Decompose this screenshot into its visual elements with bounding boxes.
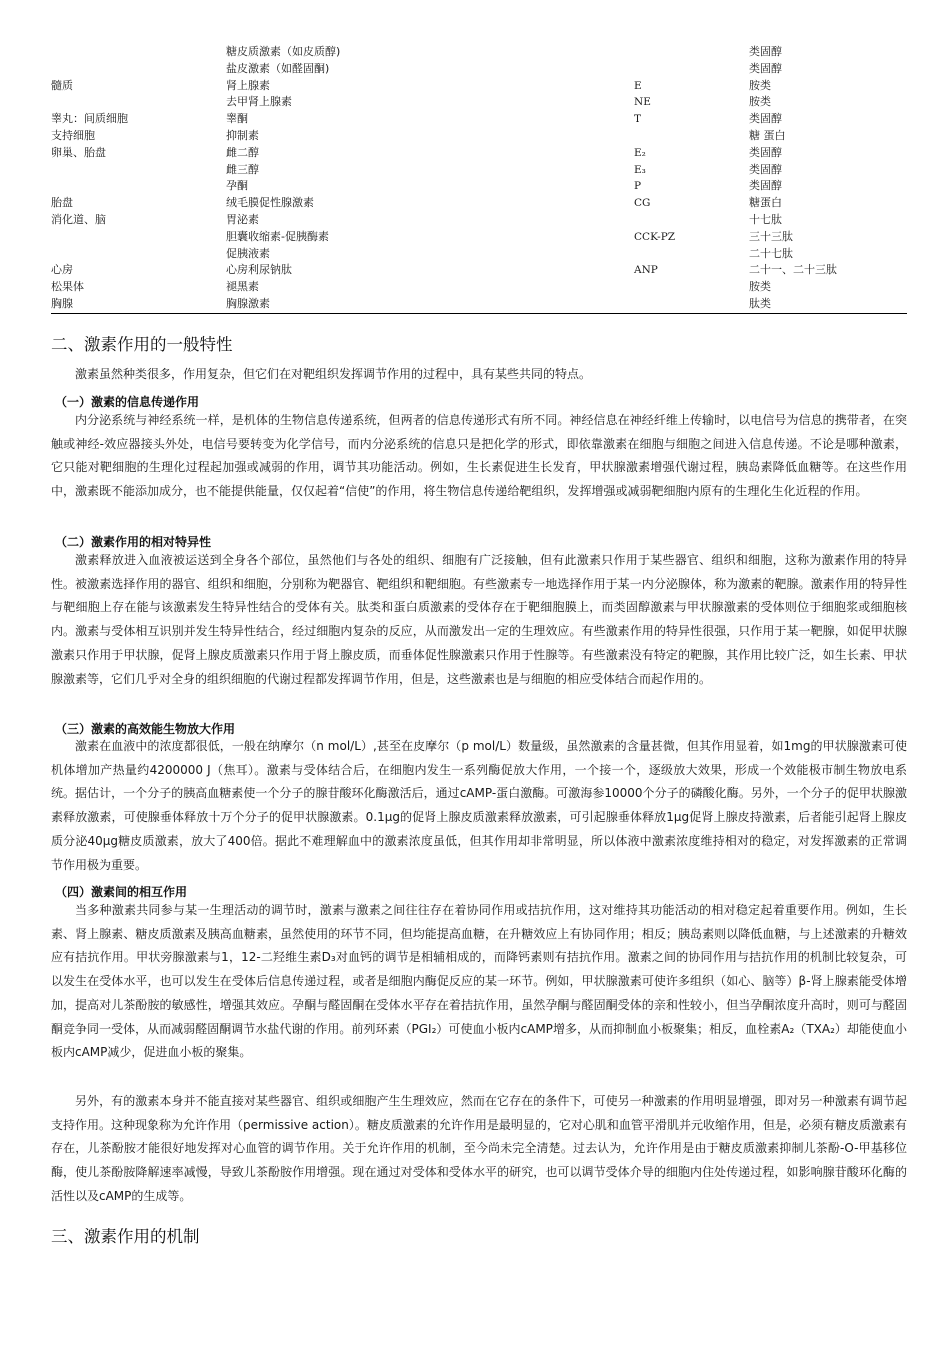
organ-cell (51, 44, 226, 61)
subsection-3-title: （三）激素的高效能生物放大作用 (55, 722, 236, 736)
abbr-cell: CCK-PZ (634, 230, 676, 243)
class-cell: 糖 蛋白 (749, 128, 786, 142)
organ-cell: 睾丸：间质细胞 (51, 112, 128, 126)
table-row (51, 111, 907, 128)
abbr-cell: T (634, 113, 642, 126)
organ-cell: 心房 (51, 263, 73, 277)
table-row (51, 162, 907, 179)
abbr-cell: E₂ (634, 146, 646, 159)
abbr-cell: ANP (634, 264, 658, 277)
table-bottom-rule (51, 313, 907, 314)
hormone-cell: 绒毛膜促性腺激素 (226, 196, 314, 210)
class-cell: 肽类 (749, 296, 771, 310)
hormone-cell: 去甲肾上腺素 (226, 95, 292, 109)
table-row (51, 178, 907, 195)
class-cell: 类固醇 (749, 179, 782, 193)
abbr-cell (634, 296, 749, 313)
class-cell: 类固醇 (749, 162, 782, 176)
table-row (51, 262, 907, 279)
table-row (51, 61, 907, 78)
hormone-cell: 睾酮 (226, 112, 248, 126)
abbr-cell: P (634, 180, 642, 193)
subsection-3-text: 激素在血液中的浓度都很低，一般在纳摩尔（n mol/L）,甚至在皮摩尔（p mol/L）数量级，虽然激素的含量甚微，但其作用显着，如1mg的甲状腺激素可使机体增加产热量约4200000 J（焦耳）。激素与受体结合后，在细胞内发生一系列酶促放大作用，一个接一个，逐级放大效果，形成一个效能极市制生物放电系统。据估计，一个分子的胰高血糖素使一个分子的腺苷酸环化酶激活后，通过cAMP-蛋白激酶。可激海参10000个分子的磷酸化酶。另外，一个分子的促甲状腺激素释放激素，可使腺垂体释放十万个分子的促甲状腺激素。0.1μg的促肾上腺皮质激素释放激素，可引起腺垂体释放1μg促肾上腺皮持激素，后者能引起肾上腺皮质分泌40μg糖皮质激素，放大了400倍。据此不难理解血中的激素浓度虽低，但其作用却非常明显，所以体液中激素浓度维持相对的稳定，对发挥激素的正常调节作用极为重要。 (51, 739, 907, 872)
hormone-cell: 胃泌素 (226, 212, 259, 226)
class-cell: 类固醇 (749, 61, 782, 75)
table-row (51, 229, 907, 246)
hormone-cell: 孕酮 (226, 179, 248, 193)
subsection-4-text-1: 当多种激素共同参与某一生理活动的调节时，激素与激素之间往往存在着协同作用或拮抗作用，这对维持其功能活动的相对稳定起着重要作用。例如，生长素、肾上腺素、糖皮质激素及胰高血糖素，虽然使用的环节不同，但均能提高血糖，在升糖效应上有协同作用；相反；胰岛素则以降低血糖，与上述激素的升糖效应有拮抗作用。甲状旁腺激素与1，12-二羟维生素D₃对血钙的调节是相辅相成的，而降钙素则有拮抗作用。激素之间的协同作用与拮抗作用的机制比较复杂，可以发生在受体水平，也可以发生在受体后信息传递过程，或者是细胞内酶促反应的某一环节。例如，甲状腺激素可使许多组织（如心、脑等）β-肾上腺素能受体增加，提高对儿茶酚胺的敏感性，增强其效应。孕酮与醛固酮在受体水平存在着拮抗作用，虽然孕酮与醛固酮受体的亲和性较小，但当孕酮浓度升高时，则可与醛固酮竞争同一受体，从而减弱醛固酮调节水盐代谢的作用。前列环素（PGI₂）可使血小板内cAMP增多，从而抑制血小板聚集；相反，血栓素A₂（TXA₂）却能使血小板内cAMP减少，促进血小板的聚集。 (51, 903, 907, 1060)
table-row (51, 195, 907, 212)
abbr-cell: NE (634, 96, 651, 109)
subsection-4-text-2: 另外，有的激素本身并不能直接对某些器官、组织或细胞产生生理效应，然而在它存在的条件下，可使另一种激素的作用明显增强，即对另一种激素有调节起支持作用。这种现象称为允许作用（permissive action）。糖皮质激素的允许作用是最明显的，它对心肌和血管平滑肌并元收缩作用，但是，必须有糖皮质激素有存在，儿茶酚胺才能很好地发挥对心血管的调节作用。关于允许作用的机制，至今尚未完全清楚。过去认为，允许作用是由于糖皮质激素抑制儿茶酚-O-甲基移位酶，使儿茶酚胺降解速率减慢，导致儿茶酚胺作用增强。现在通过对受体和受体水平的研究，也可以调节受体介导的细胞内住处传递过程，如影响腺苷酸环化酶的活性以及cAMP的生成等。 (51, 1094, 907, 1203)
organ-cell (51, 178, 226, 195)
organ-cell: 卵巢、胎盘 (51, 145, 106, 159)
table-row (51, 94, 907, 111)
subsection-2-title: （二）激素作用的相对特异性 (55, 535, 212, 549)
hormone-cell: 抑制素 (226, 128, 259, 142)
abbr-cell: E (634, 79, 642, 92)
table-row (51, 212, 907, 229)
hormone-cell: 肾上腺素 (226, 78, 270, 92)
class-cell: 三十三肽 (749, 229, 793, 243)
hormone-cell: 胸腺激素 (226, 296, 270, 310)
section-3-title: 三、激素作用的机制 (51, 1227, 200, 1246)
subsection-1-title: （一）激素的信息传递作用 (55, 395, 200, 409)
section-2-intro: 激素虽然种类很多，作用复杂，但它们在对靶组织发挥调节作用的过程中，具有某些共同的特点。 (75, 367, 592, 381)
table-row (51, 78, 907, 95)
subsection-4-title: （四）激素间的相互作用 (55, 885, 188, 899)
subsection-1-text: 内分泌系统与神经系统一样，是机体的生物信息传递系统，但两者的信息传递形式有所不同。神经信息在神经纤维上传输时，以电信号为信息的携带者，在突触或神经-效应器接头外处，电信号要转变为化学信号，而内分泌系统的信息只是把化学的形式，即依靠激素在细胞与细胞之间进入信息传递。不论是哪种激素，它只能对靶细胞的生理化过程起加强或减弱的作用，调节其功能活动。例如，生长素促进生长发育，甲状腺激素增强代谢过程，胰岛素降低血糖等。在这些作用中，激素既不能添加成分，也不能提供能量，仅仅起着“信使”的作用，将生物信息传递给靶组织，发挥增强或减弱靶细胞内原有的生理化生化近程的作用。 (51, 413, 907, 499)
organ-cell (51, 229, 226, 246)
class-cell: 二十一、二十三肽 (749, 263, 837, 277)
hormone-cell: 褪黑素 (226, 280, 259, 294)
organ-cell: 松果体 (51, 280, 84, 294)
class-cell: 类固醇 (749, 112, 782, 126)
class-cell: 胺类 (749, 280, 771, 294)
table-row (51, 128, 907, 145)
table-row (51, 145, 907, 162)
organ-cell: 胎盘 (51, 196, 73, 210)
table-row (51, 279, 907, 296)
class-cell: 类固醇 (749, 145, 782, 159)
class-cell: 胺类 (749, 78, 771, 92)
hormone-table (51, 44, 907, 313)
organ-cell: 消化道、脑 (51, 212, 106, 226)
organ-cell (51, 61, 226, 78)
table-row (51, 296, 907, 313)
organ-cell (51, 162, 226, 179)
organ-cell (51, 94, 226, 111)
abbr-cell: E₃ (634, 163, 646, 176)
class-cell: 二十七肽 (749, 246, 793, 260)
table-row (51, 44, 907, 61)
organ-cell (51, 246, 226, 263)
class-cell: 十七肽 (749, 212, 782, 226)
section-2-title: 二、激素作用的一般特性 (51, 335, 233, 354)
abbr-cell (634, 128, 749, 145)
hormone-cell: 糖皮质激素（如皮质醇) (226, 45, 341, 58)
abbr-cell: CG (634, 197, 651, 210)
subsection-2-text: 激素释放进入血液被运送到全身各个部位，虽然他们与各处的组织、细胞有广泛接触，但有此激素只作用于某些器官、组织和细胞，这称为激素作用的特异性。被激素选择作用的器官、组织和细胞，分别称为靶器官、靶组织和靶细胞。有些激素专一地选择作用于某一内分泌腺体，称为激素的靶腺。激素作用的特异性与靶细胞上存在能与该激素发生特异性结合的受体有关。肽类和蛋白质激素的受体存在于靶细胞膜上，而类固醇激素与甲状腺激素的受体则位于细胞浆或细胞核内。激素与受体相互识别并发生特异性结合，经过细胞内复杂的反应，从而激发出一定的生理效应。有些激素作用的特异性很强，只作用于某一靶腺，如促甲状腺激素只作用于甲状腺，促肾上腺皮质激素只作用于肾上腺皮质，而垂体促性腺激素只作用于性腺等。有些激素没有特定的靶腺，其作用比较广泛，如生长素、甲状腺激素等，它们几乎对全身的组织细胞的代谢过程都发挥调节作用，但是，这些激素也是与细胞的相应受体结合而起作用的。 (51, 553, 907, 686)
abbr-cell (634, 279, 749, 296)
class-cell: 类固醇 (749, 45, 782, 58)
organ-cell: 胸腺 (51, 296, 73, 310)
hormone-table-body (51, 44, 907, 313)
hormone-cell: 雌二醇 (226, 145, 259, 159)
abbr-cell (634, 61, 749, 78)
abbr-cell (634, 44, 749, 61)
hormone-cell: 雌三醇 (226, 162, 259, 176)
table-row (51, 246, 907, 263)
hormone-cell: 胆囊收缩素-促胰酶素 (226, 229, 329, 243)
organ-cell: 支持细胞 (51, 128, 95, 142)
hormone-cell: 促胰液素 (226, 246, 270, 260)
organ-cell: 髓质 (51, 78, 73, 92)
hormone-cell: 盐皮激素（如醛固酮) (226, 61, 330, 75)
hormone-cell: 心房利尿钠肽 (226, 263, 292, 277)
class-cell: 糖蛋白 (749, 196, 782, 210)
class-cell: 胺类 (749, 95, 771, 109)
abbr-cell (634, 212, 749, 229)
abbr-cell (634, 246, 749, 263)
